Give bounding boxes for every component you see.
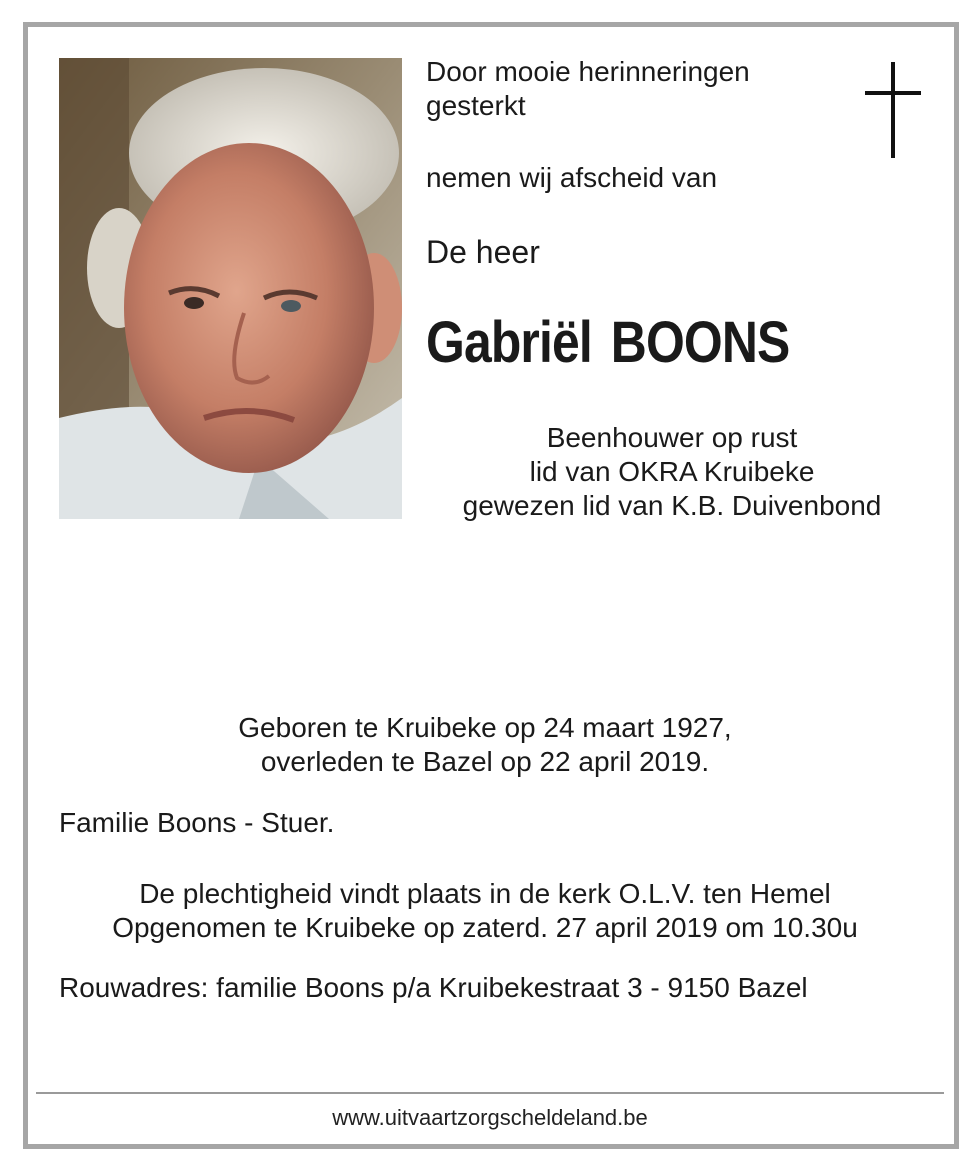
ceremony-info — [40, 877, 930, 945]
death-line: overleden te Bazel op 22 april 2019. — [260, 746, 710, 777]
role-line: lid van OKRA Kruibeke — [529, 456, 815, 487]
family-line: Familie Boons - Stuer. — [59, 807, 335, 838]
role-line: gewezen lid van K.B. Duivenbond — [462, 490, 882, 521]
role-line: Beenhouwer op rust — [546, 422, 798, 453]
latin-cross-icon — [865, 62, 921, 158]
ceremony-line: De plechtigheid vindt plaats in de kerk O.L.V. ten Hemel — [139, 878, 831, 909]
farewell-text: nemen wij afscheid van — [426, 162, 718, 193]
first-name: Gabriël — [426, 310, 592, 375]
birth-line: Geboren te Kruibeke op 24 maart 1927, — [238, 712, 732, 743]
salutation: De heer — [426, 234, 540, 270]
intro-text: Door mooie herinneringen — [426, 56, 750, 87]
ceremony-line: Opgenomen te Kruibeke op zaterd. 27 april 2019 om 10.30u — [112, 912, 858, 943]
portrait-illustration — [59, 58, 402, 519]
roles-list — [426, 421, 918, 523]
footer-divider — [36, 1092, 944, 1094]
website-link[interactable]: www.uitvaartzorgscheldeland.be — [332, 1105, 648, 1130]
life-dates — [40, 711, 930, 779]
portrait-photo — [59, 58, 402, 519]
intro-text-continued: gesterkt — [426, 90, 526, 121]
last-name: BOONS — [610, 310, 790, 375]
mourning-address: Rouwadres: familie Boons p/a Kruibekestraat 3 - 9150 Bazel — [59, 972, 808, 1003]
deceased-name — [426, 310, 789, 376]
